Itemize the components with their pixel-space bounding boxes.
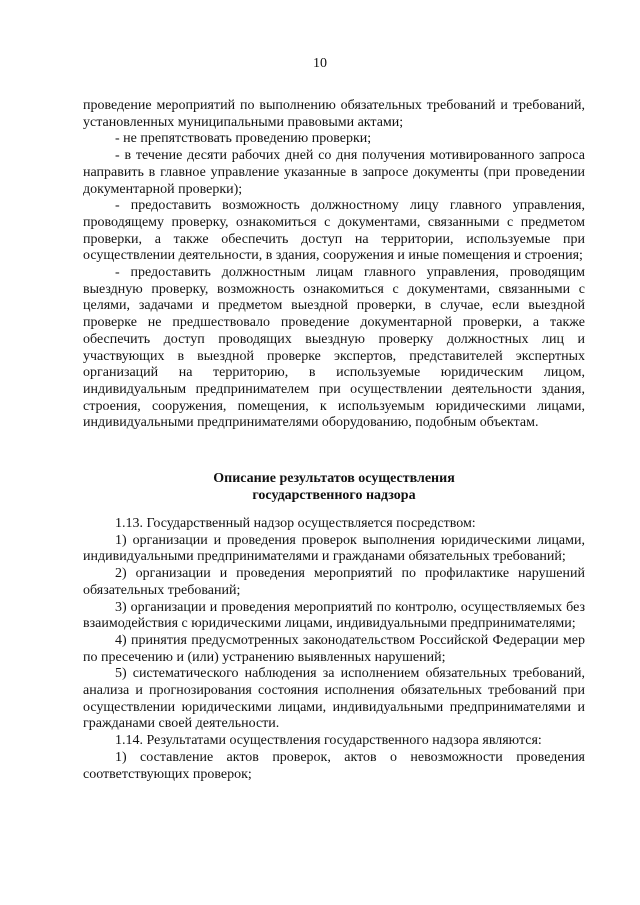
paragraph: 2) организации и проведения мероприятий по профилактике нарушений обязательных требований; (83, 566, 585, 598)
paragraph: 4) принятия предусмотренных законодательством Российской Федерации мер по пресечению и (или) устранению выявленных нарушений; (83, 632, 585, 665)
section-heading (83, 470, 585, 504)
paragraph: 3) организации и проведения мероприятий по контролю, осуществляемых без взаимодействия с юридическими лицами, индивидуальными предпринимателями; (83, 599, 585, 632)
paragraph: - не препятствовать проведению проверки; (115, 131, 372, 147)
body-text-top (83, 98, 585, 432)
paragraph: 1.13. Государственный надзор осуществляется посредством: (115, 516, 476, 531)
body-text-bottom (83, 516, 585, 783)
page-number: 10 (313, 56, 327, 71)
paragraph: - предоставить возможность должностному лицу главного управления, проводящему проверку, ознакомиться с документами, связанными с предметом проверки, а также обеспечить доступ на территории, используемые при осуществлении деятельности, в здания, сооружения и иные помещения и строения; (83, 198, 585, 264)
paragraph: 5) систематического наблюдения за исполнением обязательных требований, анализа и прогнозирования состояния исполнения обязательных требований при осуществлении юридическими лицами, индивидуальными предпринимателями и гражданами своей деятельности. (83, 666, 585, 732)
paragraph: 1) организации и проведения проверок выполнения юридическими лицами, индивидуальными предпринимателями и гражданами обязательных требований; (83, 532, 585, 565)
paragraph: проведение мероприятий по выполнению обязательных требований и требований, установленных муниципальными правовыми актами; (83, 98, 585, 130)
paragraph: 1) составление актов проверок, актов о невозможности проведения соответствующих проверок; (83, 749, 585, 782)
heading-line: Описание результатов осуществления (213, 471, 455, 486)
heading-line: государственного надзора (252, 488, 416, 503)
paragraph: - в течение десяти рабочих дней со дня получения мотивированного запроса направить в главное управление указанные в запросе документы (при проведении документарной проверки); (83, 148, 585, 197)
paragraph: 1.14. Результатами осуществления государственного надзора являются: (115, 733, 542, 749)
paragraph: - предоставить должностным лицам главного управления, проводящим выездную проверку, возможность ознакомиться с документами, связанными с целями, задачами и предметом выездной проверки, в случае, если выездной проверке не предшествовало проведение документарной проверки, а также обеспечить доступ проводящих выездную проверку должностных лиц и участвующих в выездной проверке экспертов, представителей экспертных организаций на территорию, в используемые юридическим лицом, индивидуальным предпринимателем при осуществлении деятельности здания, строения, сооружения, помещения, к используемым юридическими лицами, индивидуальными предпринимателями оборудованию, подобным объектам. (83, 265, 585, 431)
